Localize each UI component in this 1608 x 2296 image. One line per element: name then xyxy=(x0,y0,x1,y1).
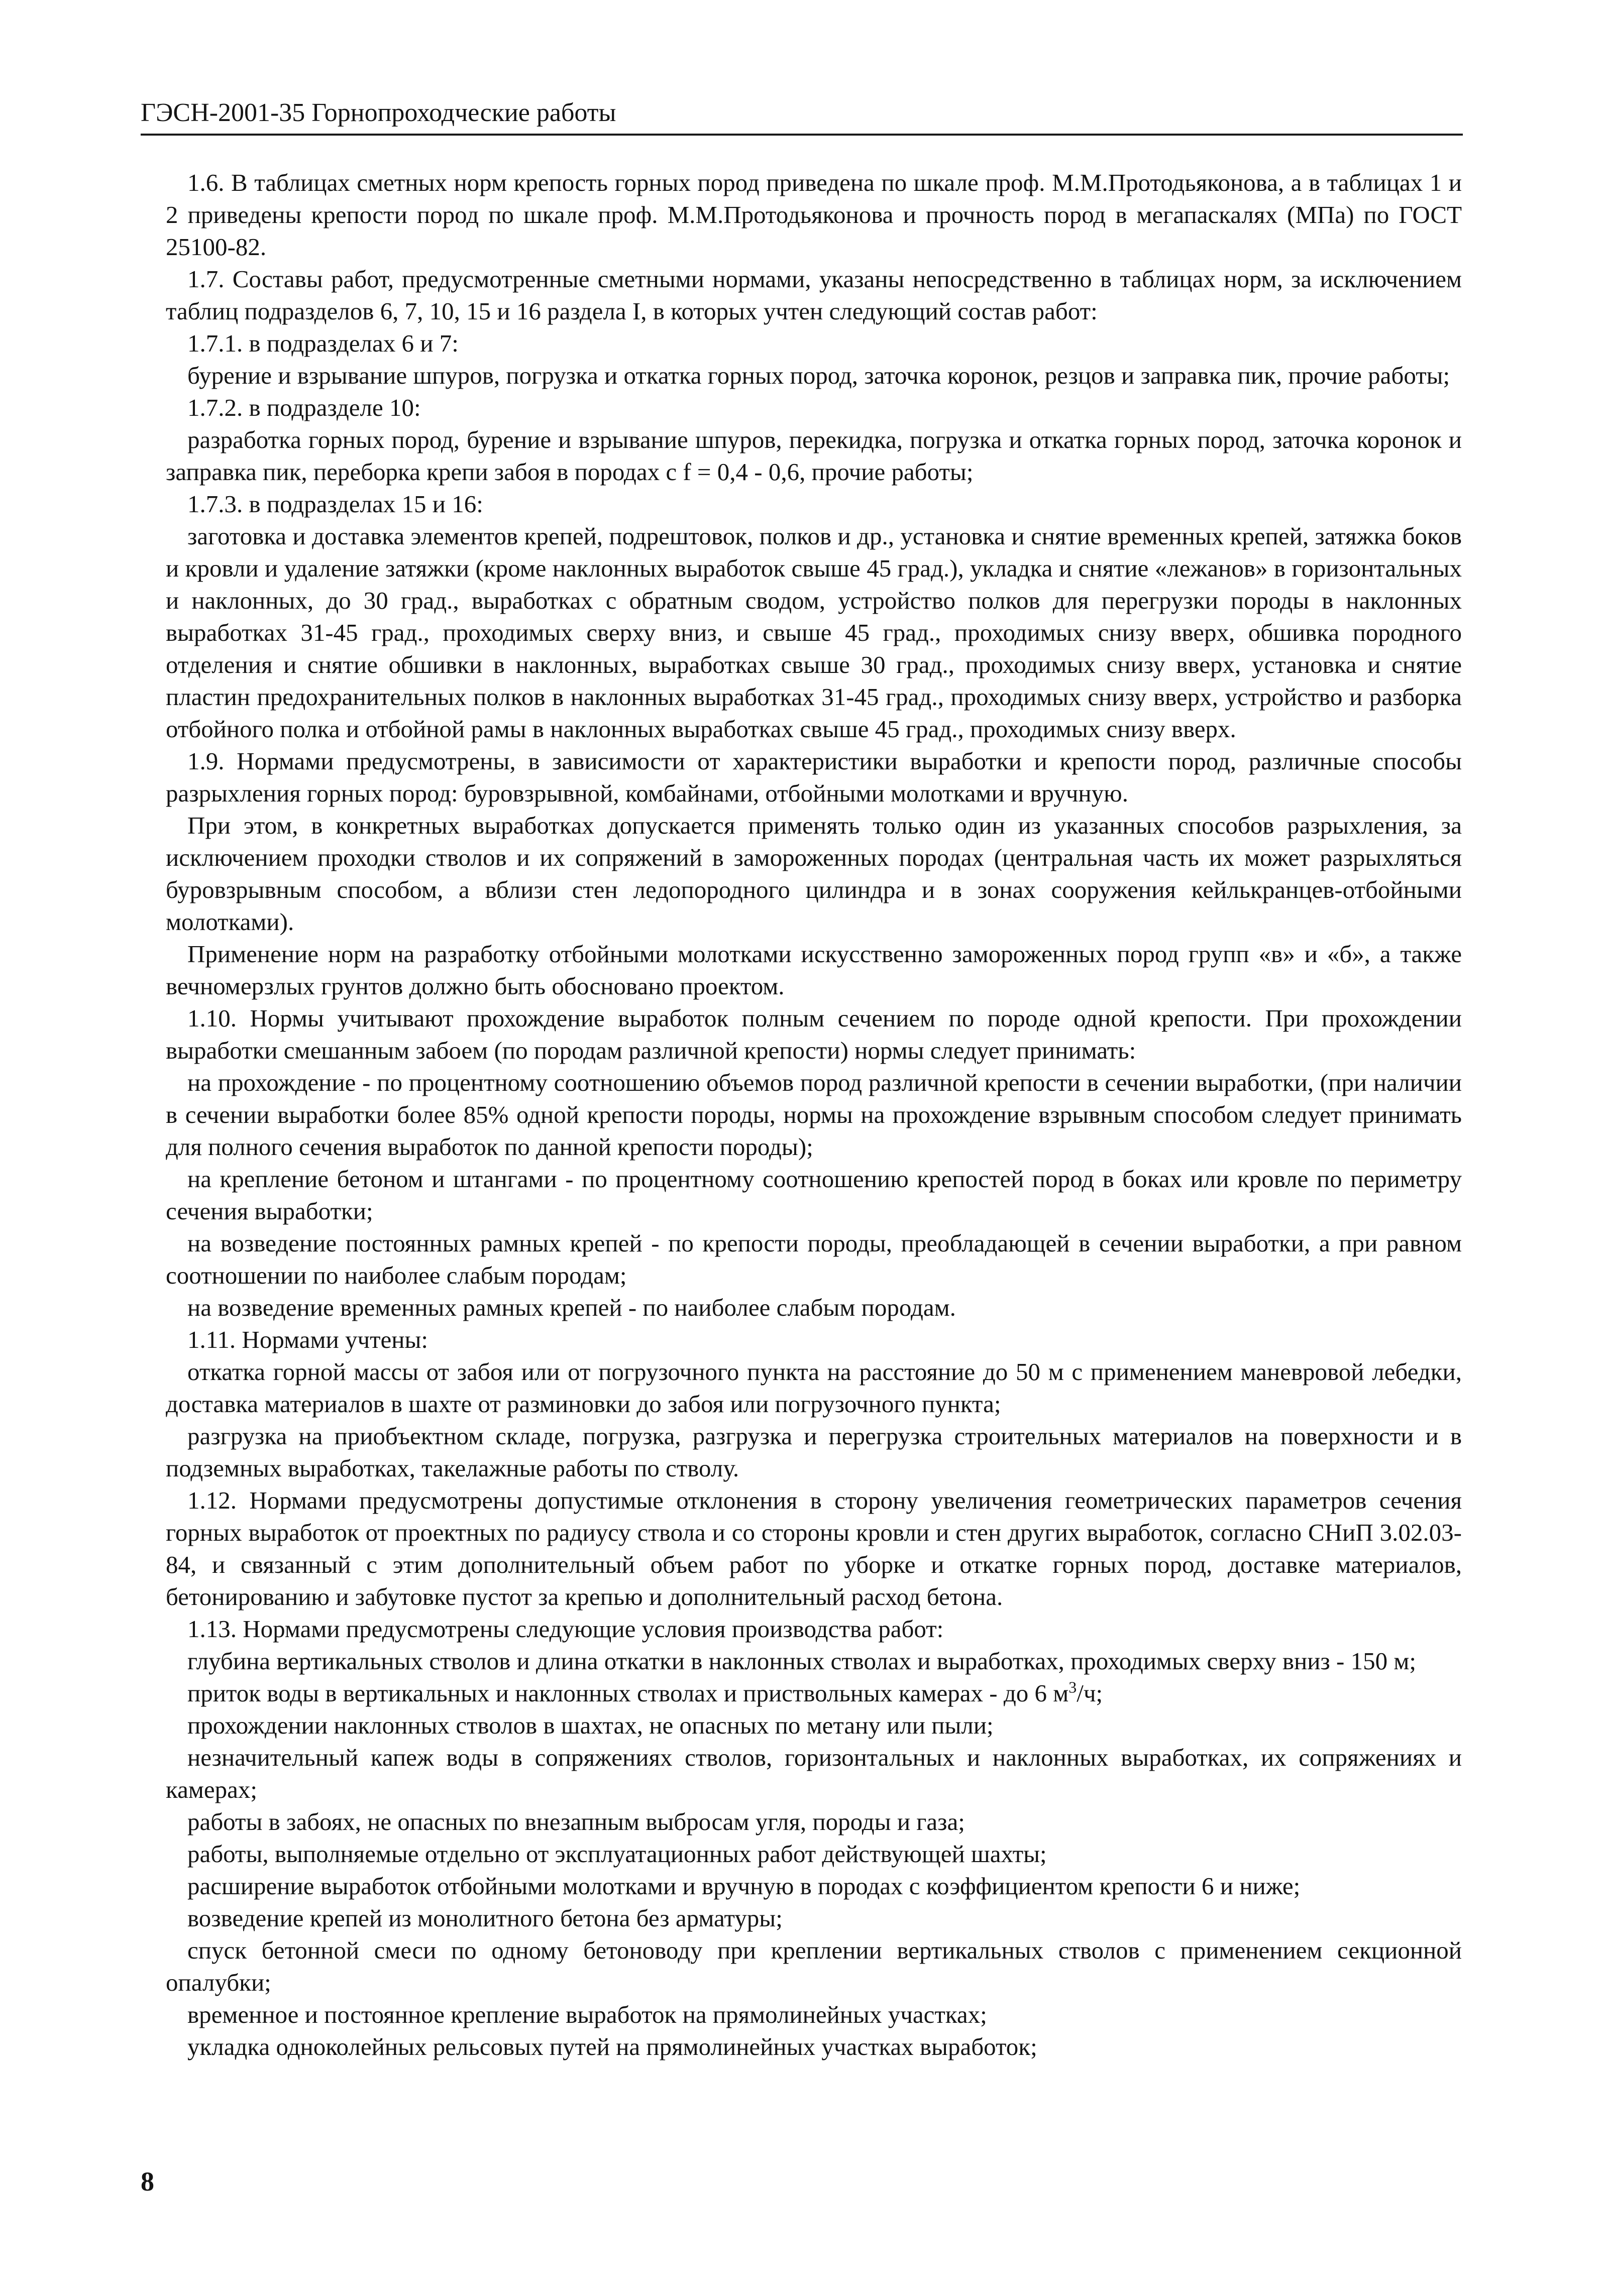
paragraph-1-10-passage: на прохождение - по процентному соотношению объемов пород различной крепости в сечении выработки, (при наличии в сечении выработки более 85% одной крепости породы, нормы на прохождение взрывным способом следует принимать для полного сечения выработок по данной крепости породы); xyxy=(166,1069,1462,1161)
paragraph-1-11: 1.11. Нормами учтены: xyxy=(187,1326,428,1353)
paragraph-1-7-3-text: заготовка и доставка элементов крепей, подрештовок, полков и др., установка и снятие временных крепей, затяжка боков и кровли и удаление затяжки (кроме наклонных выработок свыше 45 град.), укладка и снятие «лежанов» в горизонтальных и наклонных, до 30 град., выработках с обратным сводом, устройство полков для перегрузки породы в наклонных выработках 31-45 град., проходимых сверху вниз, и свыше 45 град., проходимых снизу вверх, обшивка породного отделения и снятие обшивки в наклонных, выработках свыше 30 град., проходимых снизу вверх, установка и снятие пластин предохранительных полков в наклонных выработках 31-45 град., проходимых снизу вверх, устройство и разборка отбойного полка и отбойной рамы в наклонных выработках свыше 45 град., проходимых снизу вверх. xyxy=(166,522,1462,743)
water-inflow-text: приток воды в вертикальных и наклонных стволах и приствольных камерах - до 6 м xyxy=(187,1679,1069,1707)
paragraph-1-7-2: 1.7.2. в подразделе 10: xyxy=(187,394,421,421)
paragraph-1-13-water-inflow xyxy=(166,1677,1462,1709)
paragraph-1-7-2-text: разработка горных пород, бурение и взрывание шпуров, перекидка, погрузка и откатка горных пород, заточка коронок и заправка пик, переборка крепи забоя в породах с f = 0,4 - 0,6, прочие работы; xyxy=(166,426,1462,486)
header-rule xyxy=(141,134,1463,136)
paragraph-1-10-concrete: на крепление бетоном и штангами - по процентному соотношению крепостей пород в боках или кровле по периметру сечения выработки; xyxy=(166,1165,1462,1225)
paragraph-1-6: 1.6. В таблицах сметных норм крепость горных пород приведена по шкале проф. М.М.Протодьяконова, а в таблицах 1 и 2 приведены крепости пород по шкале проф. М.М.Протодьяконова и прочность пород в мегапаскалях (МПа) по ГОСТ 25100-82. xyxy=(166,169,1462,261)
paragraph-1-9-note: При этом, в конкретных выработках допускается применять только один из указанных способов разрыхления, за исключением проходки стволов и их сопряжений в замороженных породах (центральная часть их может разрыхляться буровзрывным способом, а вблизи стен ледопородного цилиндра и в зонах сооружения кейлькранцев-отбойными молотками). xyxy=(166,812,1462,936)
paragraph-1-11-unloading: разгрузка на приобъектном складе, погрузка, разгрузка и перегрузка строительных материалов на поверхности и в подземных выработках, такелажные работы по стволу. xyxy=(166,1422,1462,1482)
page-number: 8 xyxy=(141,2166,154,2197)
paragraph-1-13-faces: работы в забоях, не опасных по внезапным выбросам угля, породы и газа; xyxy=(187,1808,965,1835)
document-body xyxy=(166,167,1462,2075)
paragraph-1-13-concrete-descent: спуск бетонной смеси по одному бетоноводу при креплении вертикальных стволов с применением секционной опалубки; xyxy=(166,1936,1462,1996)
paragraph-1-13-rails: укладка одноколейных рельсовых путей на прямолинейных участках выработок; xyxy=(187,2033,1037,2060)
paragraph-1-7: 1.7. Составы работ, предусмотренные сметными нормами, указаны непосредственно в таблицах норм, за исключением таблиц подразделов 6, 7, 10, 15 и 16 раздела I, в которых учтен следующий состав работ: xyxy=(166,265,1462,325)
paragraph-1-9: 1.9. Нормами предусмотрены, в зависимости от характеристики выработки и крепости пород, различные способы разрыхления горных пород: буровзрывной, комбайнами, отбойными молотками и вручную. xyxy=(166,747,1462,807)
paragraph-1-13-depth: глубина вертикальных стволов и длина откатки в наклонных стволах и выработках, проходимых сверху вниз - 150 м; xyxy=(187,1647,1416,1675)
paragraph-1-10-permanent: на возведение постоянных рамных крепей - по крепости породы, преобладающей в сечении выработки, а при равном соотношении по наиболее слабым породам; xyxy=(166,1229,1462,1289)
paragraph-1-13-monolithic: возведение крепей из монолитного бетона без арматуры; xyxy=(187,1904,783,1932)
paragraph-1-13-dripping: незначительный капеж воды в сопряжениях стволов, горизонтальных и наклонных выработках, их сопряжениях и камерах; xyxy=(166,1744,1462,1803)
paragraph-1-11-haulage: откатка горной массы от забоя или от погрузочного пункта на расстояние до 50 м с применением маневровой лебедки, доставка материалов в шахте от разминовки до забоя или погрузочного пункта; xyxy=(166,1358,1462,1418)
paragraph-1-13-widening: расширение выработок отбойными молотками и вручную в породах с коэффициентом крепости 6 и ниже; xyxy=(187,1872,1301,1900)
paragraph-1-12: 1.12. Нормами предусмотрены допустимые отклонения в сторону увеличения геометрических параметров сечения горных выработок от проектных по радиусу ствола и со стороны кровли и стен других выработок, согласно СНиП 3.02.03-84, и связанный с этим дополнительный объем работ по уборке и откатке горных пород, доставке материалов, бетонированию и забутовке пустот за крепью и дополнительный расход бетона. xyxy=(166,1486,1462,1611)
cubic-superscript: 3 xyxy=(1068,1678,1077,1696)
paragraph-1-9-frozen: Применение норм на разработку отбойными молотками искусственно замороженных пород групп «в» и «б», а также вечномерзлых грунтов должно быть обосновано проектом. xyxy=(166,940,1462,1000)
paragraph-1-10-temporary: на возведение временных рамных крепей - по наиболее слабым породам. xyxy=(187,1294,956,1321)
paragraph-1-7-3: 1.7.3. в подразделах 15 и 16: xyxy=(187,490,483,518)
water-inflow-unit: /ч; xyxy=(1077,1679,1103,1707)
paragraph-1-13-separate-works: работы, выполняемые отдельно от эксплуатационных работ действующей шахты; xyxy=(187,1840,1047,1868)
paragraph-1-13-support: временное и постоянное крепление выработок на прямолинейных участках; xyxy=(187,2001,987,2028)
paragraph-1-13-inclined-shafts: прохождении наклонных стволов в шахтах, не опасных по метану или пыли; xyxy=(187,1711,994,1739)
paragraph-1-7-1: 1.7.1. в подразделах 6 и 7: xyxy=(187,329,459,357)
paragraph-1-7-1-text: бурение и взрывание шпуров, погрузка и откатка горных пород, заточка коронок, резцов и заправка пик, прочие работы; xyxy=(187,362,1450,389)
paragraph-1-13: 1.13. Нормами предусмотрены следующие условия производства работ: xyxy=(187,1615,944,1643)
page-header-title: ГЭСН-2001-35 Горнопроходческие работы xyxy=(141,98,616,127)
paragraph-1-10: 1.10. Нормы учитывают прохождение выработок полным сечением по породе одной крепости. При прохождении выработки смешанным забоем (по породам различной крепости) нормы следует принимать: xyxy=(166,1004,1462,1064)
